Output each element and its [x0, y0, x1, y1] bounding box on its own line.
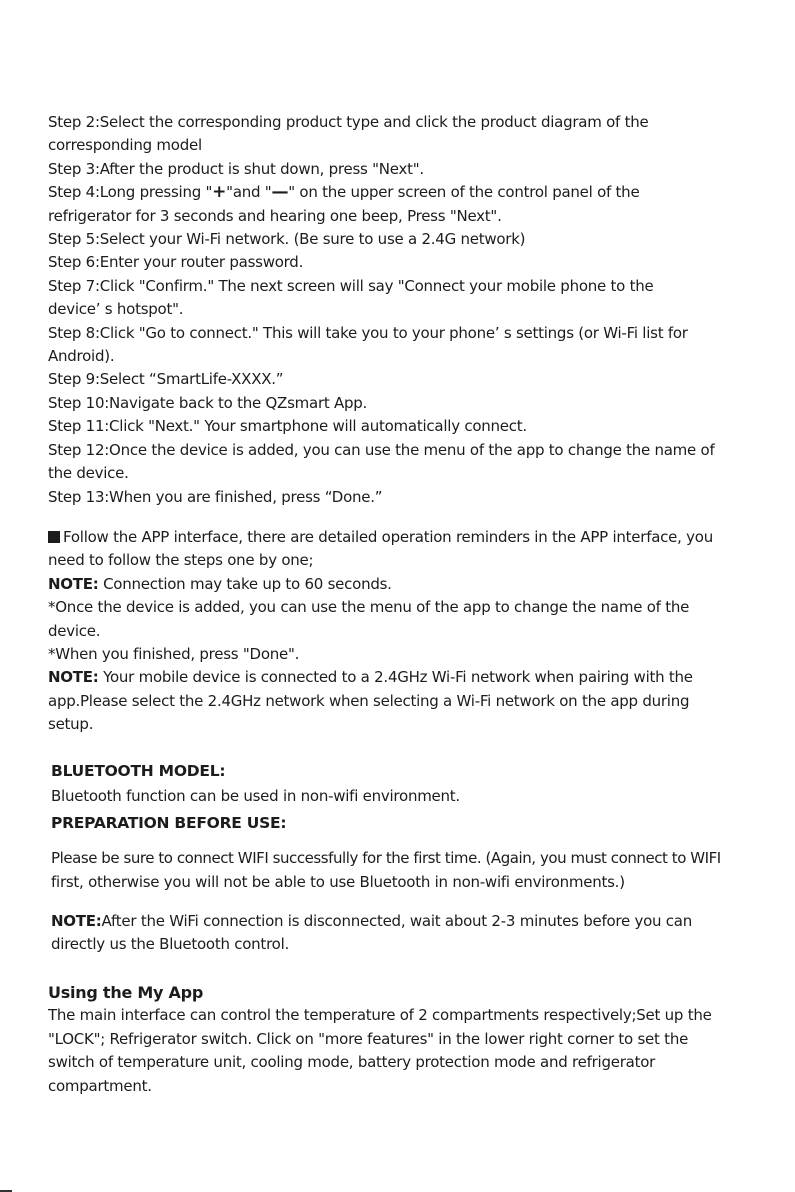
- follow-text: Follow the APP interface, there are detailed operation reminders in the APP interface, you: [63, 528, 713, 546]
- note-2-label: NOTE:: [48, 668, 99, 687]
- note-2-line-1: [48, 666, 755, 689]
- follow-line-2: need to follow the steps one by one;: [48, 551, 314, 570]
- preparation-line-1: Please be sure to connect WIFI successfully for the first time. (Again, you must connect to WIFI: [51, 849, 721, 868]
- bt-note-line-1: [51, 910, 755, 933]
- step-6: Step 6:Enter your router password.: [48, 253, 304, 272]
- app-section: [48, 981, 755, 1098]
- minus-icon: —: [271, 182, 289, 203]
- app-heading: Using the My App: [48, 983, 204, 1002]
- step-7-line-2: device’ s hotspot".: [48, 300, 184, 319]
- step-3: Step 3:After the product is shut down, press "Next".: [48, 159, 424, 178]
- app-line-1: The main interface can control the temperature of 2 compartments respectively;Set up the: [48, 1006, 712, 1025]
- note-2-text: Your mobile device is connected to a 2.4GHz Wi-Fi network when pairing with the: [98, 668, 693, 687]
- note-2-line-2: app.Please select the 2.4GHz network when selecting a Wi-Fi network on the app during: [48, 691, 690, 710]
- bt-note-text: After the WiFi connection is disconnected, wait about 2-3 minutes before you can: [101, 912, 693, 931]
- note-label: NOTE:: [48, 574, 99, 593]
- steps-section: [48, 111, 755, 509]
- preparation-line-2: first, otherwise you will not be able to use Bluetooth in non-wifi environments.): [51, 872, 625, 891]
- step-12-line-2: the device.: [48, 464, 129, 483]
- step-2-line-1: Step 2:Select the corresponding product type and click the product diagram of the: [48, 113, 649, 131]
- bt-note-label: NOTE:: [51, 912, 102, 931]
- step-5: Step 5:Select your Wi-Fi network. (Be sure to use a 2.4G network): [48, 230, 526, 249]
- note-text: Connection may take up to 60 seconds.: [98, 574, 392, 593]
- app-line-2: "LOCK"; Refrigerator switch. Click on "more features" in the lower right corner to set the: [48, 1029, 689, 1048]
- notes-section: [48, 526, 755, 737]
- bluetooth-heading: BLUETOOTH MODEL:: [51, 762, 226, 780]
- preparation-heading: PREPARATION BEFORE USE:: [51, 813, 287, 832]
- app-line-3: switch of temperature unit, cooling mode, battery protection mode and refrigerator: [48, 1053, 656, 1072]
- when-line: *When you finished, press "Done".: [48, 645, 300, 664]
- step-9: Step 9:Select “SmartLife-XXXX.”: [48, 370, 284, 389]
- note-connection: [48, 573, 755, 596]
- bluetooth-section: [51, 760, 755, 957]
- bt-note-line-2: directly us the Bluetooth control.: [51, 935, 290, 954]
- step-4-text-end: " on the upper screen of the control panel of the: [288, 183, 640, 202]
- note-2-line-3: setup.: [48, 715, 94, 734]
- step-11: Step 11:Click "Next." Your smartphone will automatically connect.: [48, 417, 527, 436]
- follow-line-1: [48, 526, 755, 549]
- app-line-4: compartment.: [48, 1076, 152, 1095]
- step-10: Step 10:Navigate back to the QZsmart App.: [48, 393, 368, 412]
- plus-icon: +: [212, 182, 227, 203]
- bluetooth-desc: Bluetooth function can be used in non-wifi environment.: [51, 787, 460, 806]
- step-4-text-start: Step 4:Long pressing ": [48, 183, 213, 202]
- bullet-square-icon: [48, 531, 60, 543]
- step-4-line-1: [48, 181, 755, 204]
- once-line-2: device.: [48, 621, 101, 640]
- step-4-text-mid: "and ": [226, 183, 272, 202]
- step-2-line-2: corresponding model: [48, 136, 202, 155]
- step-8-line-2: Android).: [48, 347, 115, 366]
- step-13: Step 13:When you are finished, press “Done.”: [48, 487, 383, 506]
- step-8-line-1: Step 8:Click "Go to connect." This will take you to your phone’ s settings (or Wi-Fi list for: [48, 323, 688, 342]
- step-4-line-2: refrigerator for 3 seconds and hearing one beep, Press "Next".: [48, 206, 502, 225]
- step-12-line-1: Step 12:Once the device is added, you can use the menu of the app to change the name of: [48, 440, 715, 459]
- once-line-1: *Once the device is added, you can use the menu of the app to change the name of the: [48, 598, 690, 617]
- step-7-line-1: Step 7:Click "Confirm." The next screen will say "Connect your mobile phone to the: [48, 276, 654, 295]
